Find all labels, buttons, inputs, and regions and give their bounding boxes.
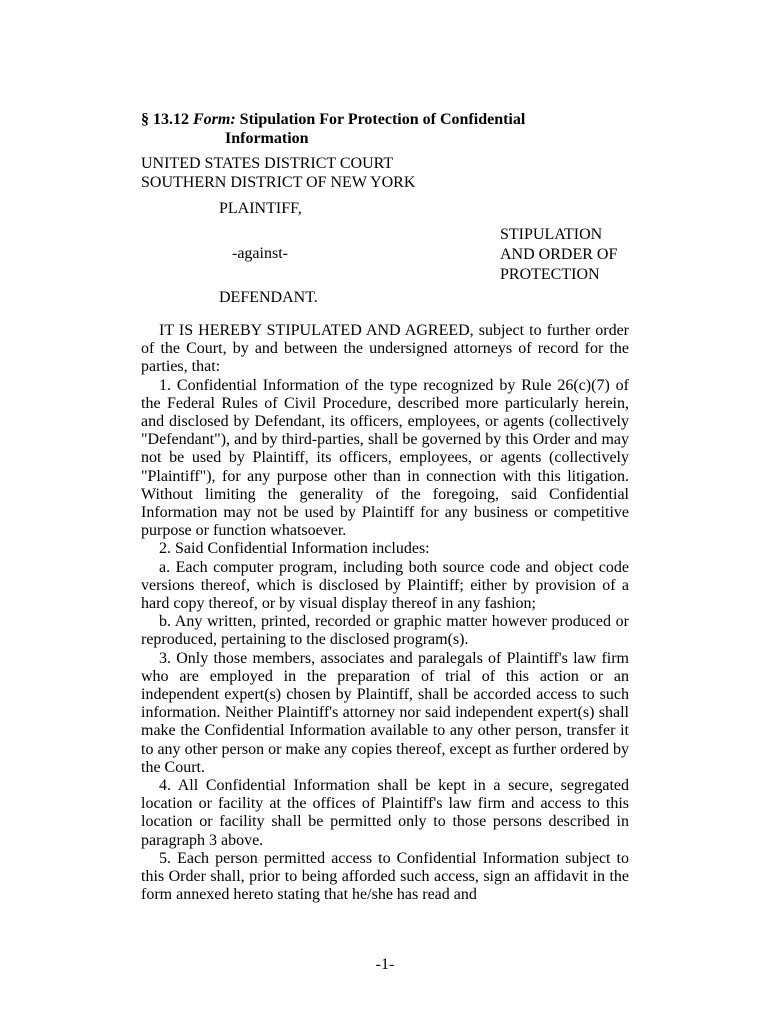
paragraph-2: 2. Said Confidential Information includes:: [159, 540, 430, 558]
paragraph-2b: b. Any written, printed, recorded or graphic matter however produced or reproduced, pertaining to the disclosed program(s).: [141, 613, 629, 649]
caption-against: -against-: [232, 245, 288, 262]
stipulation-body: [141, 322, 629, 905]
caption-title-line1: STIPULATION: [500, 226, 603, 243]
paragraph-1: 1. Confidential Information of the type recognized by Rule 26(c)(7) of the Federal Rules of Civil Procedure, described more particularly herein, and disclosed by Defendant, its officers, employees, or agents (collectively "Defendant"), and by third-parties, shall be governed by this Order and may not be used by Plaintiff, its officers, employees, or agents (collectively "Plaintiff"), for any purpose other than in connection with this litigation. Without limiting the generality of the foregoing, said Confidential Information may not be used by Plaintiff for any business or competitive purpose or function whatsoever.: [141, 376, 629, 540]
section-number: § 13.12: [141, 111, 189, 128]
paragraph-3: 3. Only those members, associates and paralegals of Plaintiff's law firm who are employed in the preparation of trial of this action or an independent expert(s) chosen by Plaintiff, shall be accorded access to such information. Neither Plaintiff's attorney nor said independent expert(s) shall make the Confidential Information available to any other person, transfer it to any other person or make any copies thereof, except as further ordered by the Court.: [141, 649, 629, 776]
paragraph-4: 4. All Confidential Information shall be kept in a secure, segregated location or facility at the offices of Plaintiff's law firm and access to this location or facility shall be permitted only to those persons described in paragraph 3 above.: [141, 777, 629, 849]
caption-defendant: DEFENDANT.: [219, 289, 318, 306]
section-heading: [141, 110, 641, 148]
page-number: -1-: [375, 956, 395, 973]
court-line1: UNITED STATES DISTRICT COURT: [141, 155, 394, 172]
caption-plaintiff: PLAINTIFF,: [219, 200, 302, 217]
heading-title-line1: Stipulation For Protection of Confidential: [239, 111, 526, 128]
caption-title-line2: AND ORDER OF: [500, 246, 618, 263]
paragraph-5: 5. Each person permitted access to Confidential Information subject to this Order shall, prior to being afforded such access, sign an affidavit in the form annexed hereto stating that he/she has read and: [141, 849, 629, 904]
heading-title-line2: Information: [225, 130, 309, 147]
paragraph-preamble: IT IS HEREBY STIPULATED AND AGREED, subject to further order of the Court, by and between the undersigned attorneys of record for the parties, that:: [141, 322, 629, 376]
form-label: Form:: [193, 111, 236, 128]
paragraph-2a: a. Each computer program, including both source code and object code versions thereof, which is disclosed by Plaintiff; either by provision of a hard copy thereof, or by visual display thereof in any fashion;: [141, 558, 629, 613]
court-name: [141, 154, 415, 192]
caption-title-line3: PROTECTION: [500, 266, 600, 283]
caption-document-title: [500, 225, 617, 285]
court-line2: SOUTHERN DISTRICT OF NEW YORK: [141, 174, 416, 191]
